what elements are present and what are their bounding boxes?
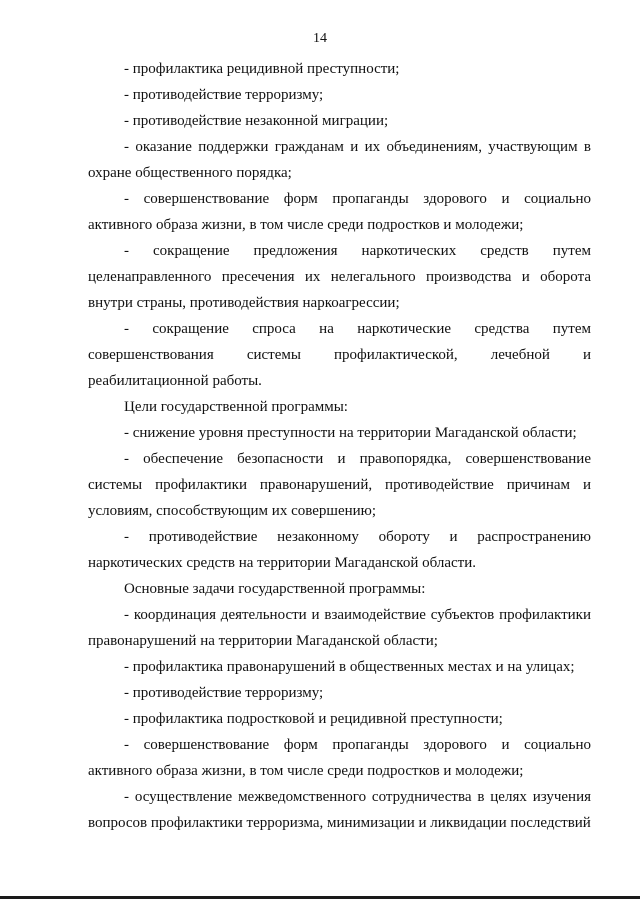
document-body xyxy=(88,56,591,836)
section-heading: Цели государственной программы: xyxy=(124,399,348,415)
paragraph: - профилактика правонарушений в общественных местах и на улицах; xyxy=(124,659,575,675)
paragraph: - обеспечение безопасности и правопорядка, совершенствование системы профилактики правонарушений, противодействие причинам и условиям, способствующим их совершению; xyxy=(88,451,591,519)
paragraph: - сокращение спроса на наркотические средства путем совершенствования системы профилактической, лечебной и реабилитационной работы. xyxy=(88,321,591,389)
paragraph: - оказание поддержки гражданам и их объединениям, участвующим в охране общественного порядка; xyxy=(88,139,591,181)
paragraph: - противодействие незаконной миграции; xyxy=(124,113,389,129)
scan-bottom-border xyxy=(0,896,640,899)
paragraph: - совершенствование форм пропаганды здорового и социально активного образа жизни, в том числе среди подростков и молодежи; xyxy=(88,191,591,233)
paragraph: - профилактика рецидивной преступности; xyxy=(124,61,400,77)
section-heading: Основные задачи государственной программы: xyxy=(124,581,426,597)
paragraph: - противодействие терроризму; xyxy=(124,87,324,103)
paragraph: - противодействие терроризму; xyxy=(124,685,324,701)
paragraph: - снижение уровня преступности на территории Магаданской области; xyxy=(124,425,577,441)
paragraph: - координация деятельности и взаимодействие субъектов профилактики правонарушений на территории Магаданской области; xyxy=(88,607,591,649)
paragraph: - осуществление межведомственного сотрудничества в целях изучения вопросов профилактики терроризма, минимизации и ликвидации последствий xyxy=(88,789,591,831)
paragraph: - профилактика подростковой и рецидивной преступности; xyxy=(124,711,503,727)
paragraph: - противодействие незаконному обороту и распространению наркотических средств на территории Магаданской области. xyxy=(88,529,591,571)
page-number: 14 xyxy=(313,31,327,46)
paragraph: - сокращение предложения наркотических средств путем целенаправленного пресечения их нелегального производства и оборота внутри страны, противодействия наркоагрессии; xyxy=(88,243,591,311)
paragraph: - совершенствование форм пропаганды здорового и социально активного образа жизни, в том числе среди подростков и молодежи; xyxy=(88,737,591,779)
